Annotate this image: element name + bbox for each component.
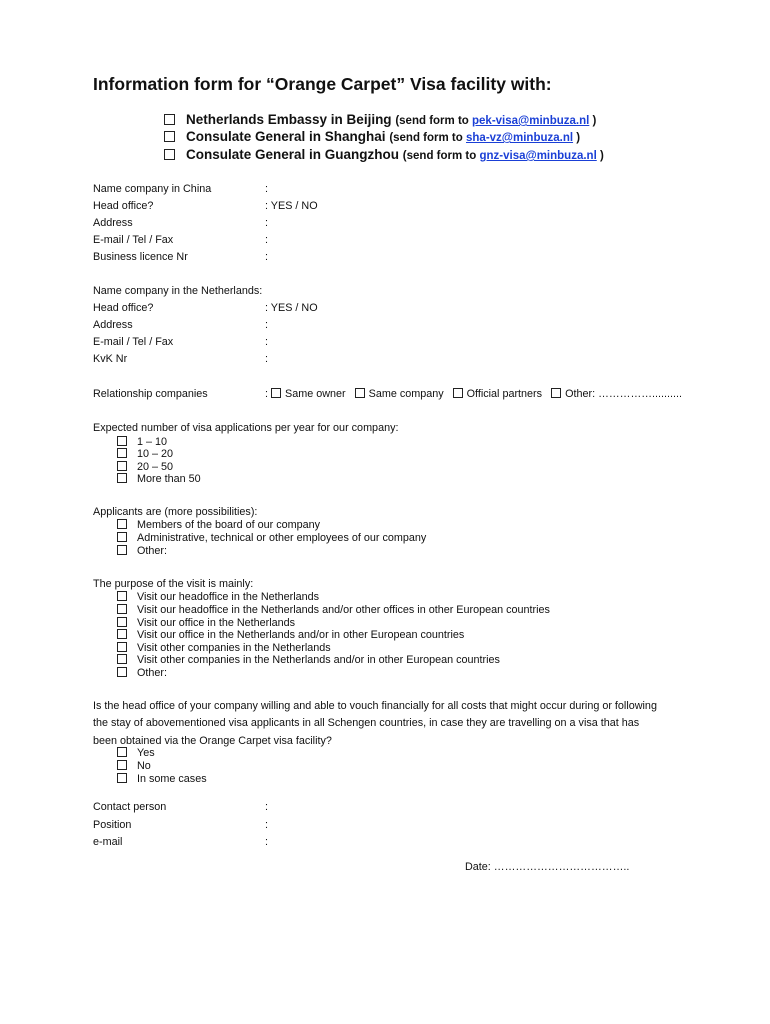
purpose-option[interactable] bbox=[117, 654, 500, 666]
destination-name: Consulate General in Shanghai bbox=[186, 129, 386, 144]
note-suffix: ) bbox=[599, 150, 604, 162]
purpose-option[interactable] bbox=[117, 629, 464, 641]
checkbox[interactable] bbox=[117, 760, 127, 770]
field-value[interactable]: : bbox=[265, 836, 268, 848]
section-heading: Name company in the Netherlands: bbox=[93, 285, 263, 297]
applicants-option[interactable] bbox=[117, 519, 320, 531]
field-value[interactable]: : bbox=[265, 336, 268, 348]
option-label: Official partners bbox=[466, 388, 543, 400]
option-label: Visit other companies in the Netherlands and/or in other European countries bbox=[137, 654, 500, 666]
field-value[interactable]: : YES / NO bbox=[265, 302, 318, 314]
field-label: Contact person bbox=[93, 801, 167, 813]
field-label: Name company in China bbox=[93, 183, 212, 195]
checkbox[interactable] bbox=[117, 591, 127, 601]
option-label: Same owner bbox=[285, 388, 346, 400]
visa-count-question: Expected number of visa applications per year for our company: bbox=[93, 422, 399, 434]
option-label: No bbox=[137, 760, 151, 772]
field-value[interactable]: : bbox=[265, 251, 268, 263]
option-label: 1 – 10 bbox=[137, 436, 168, 448]
field-label: Head office? bbox=[93, 200, 154, 212]
option-label: Other: bbox=[137, 545, 168, 557]
option-label: Visit our office in the Netherlands and/or in other European countries bbox=[137, 629, 465, 641]
note-prefix: (send form to bbox=[395, 115, 469, 127]
guarantee-option[interactable] bbox=[117, 747, 155, 759]
field-label: Business licence Nr bbox=[93, 251, 188, 263]
guarantee-option[interactable] bbox=[117, 760, 151, 772]
checkbox[interactable] bbox=[164, 114, 175, 125]
checkbox[interactable] bbox=[117, 436, 127, 446]
guarantee-line: been obtained via the Orange Carpet visa facility? bbox=[93, 735, 332, 747]
email-link[interactable]: sha-vz@minbuza.nl bbox=[466, 132, 574, 144]
field-label: Address bbox=[93, 217, 133, 229]
note-prefix: (send form to bbox=[389, 132, 463, 144]
option-official-partners[interactable] bbox=[453, 388, 542, 400]
field-value[interactable]: : bbox=[265, 234, 268, 246]
colon: : bbox=[265, 388, 268, 400]
checkbox[interactable] bbox=[117, 461, 127, 471]
destination-shanghai bbox=[164, 129, 580, 144]
option-label: 10 – 20 bbox=[137, 448, 174, 460]
field-value[interactable]: : bbox=[265, 319, 268, 331]
destination-beijing bbox=[164, 112, 596, 127]
option-label: More than 50 bbox=[137, 473, 201, 485]
purpose-option[interactable] bbox=[117, 604, 550, 616]
visa-count-option[interactable] bbox=[117, 473, 201, 485]
option-label: Visit our headoffice in the Netherlands and/or other offices in other European countries bbox=[137, 604, 550, 616]
option-label: Administrative, technical or other employees of our company bbox=[137, 532, 427, 544]
option-same-company[interactable] bbox=[355, 388, 444, 400]
checkbox[interactable] bbox=[355, 388, 365, 398]
option-label: Members of the board of our company bbox=[137, 519, 321, 531]
purpose-option[interactable] bbox=[117, 591, 319, 603]
field-value[interactable]: : bbox=[265, 819, 268, 831]
applicants-question: Applicants are (more possibilities): bbox=[93, 506, 258, 518]
option-label: Visit our headoffice in the Netherlands bbox=[137, 591, 320, 603]
note-prefix: (send form to bbox=[402, 150, 477, 162]
checkbox[interactable] bbox=[164, 131, 175, 142]
guarantee-option[interactable] bbox=[117, 773, 207, 785]
visa-count-option[interactable] bbox=[117, 436, 167, 448]
date-field[interactable]: Date: ……………………………….. bbox=[465, 861, 630, 873]
checkbox[interactable] bbox=[117, 519, 127, 529]
visa-count-option[interactable] bbox=[117, 448, 173, 460]
field-value[interactable]: : YES / NO bbox=[265, 200, 318, 212]
field-label: E-mail / Tel / Fax bbox=[93, 336, 174, 348]
checkbox[interactable] bbox=[551, 388, 561, 398]
destination-name: Consulate General in Guangzhou bbox=[186, 147, 400, 162]
field-label: Position bbox=[93, 819, 132, 831]
checkbox[interactable] bbox=[117, 473, 127, 483]
option-label: Yes bbox=[137, 747, 155, 759]
applicants-option[interactable] bbox=[117, 532, 426, 544]
purpose-option[interactable] bbox=[117, 667, 167, 679]
option-label: Same company bbox=[368, 388, 444, 400]
checkbox[interactable] bbox=[117, 654, 127, 664]
field-value[interactable]: : bbox=[265, 801, 268, 813]
field-value[interactable]: : bbox=[265, 217, 268, 229]
note-suffix: ) bbox=[592, 115, 597, 127]
destination-guangzhou bbox=[164, 147, 604, 162]
checkbox[interactable] bbox=[117, 642, 127, 652]
field-label: E-mail / Tel / Fax bbox=[93, 234, 174, 246]
checkbox[interactable] bbox=[117, 773, 127, 783]
field-value[interactable]: : bbox=[265, 183, 268, 195]
option-same-owner[interactable] bbox=[271, 388, 346, 400]
checkbox[interactable] bbox=[117, 629, 127, 639]
checkbox[interactable] bbox=[164, 149, 175, 160]
email-link[interactable]: pek-visa@minbuza.nl bbox=[472, 115, 590, 127]
email-link[interactable]: gnz-visa@minbuza.nl bbox=[479, 150, 597, 162]
checkbox[interactable] bbox=[117, 532, 127, 542]
option-other[interactable] bbox=[551, 388, 682, 400]
applicants-option[interactable] bbox=[117, 545, 167, 557]
checkbox[interactable] bbox=[117, 667, 127, 677]
checkbox[interactable] bbox=[117, 604, 127, 614]
checkbox[interactable] bbox=[117, 545, 127, 555]
guarantee-line: Is the head office of your company willing and able to vouch financially for all costs that might occur during or following bbox=[93, 700, 657, 712]
option-label: Other: …………….......... bbox=[565, 388, 683, 400]
checkbox[interactable] bbox=[117, 617, 127, 627]
checkbox[interactable] bbox=[117, 448, 127, 458]
field-label: Head office? bbox=[93, 302, 154, 314]
option-label: Visit other companies in the Netherlands bbox=[137, 642, 331, 654]
purpose-question: The purpose of the visit is mainly: bbox=[93, 578, 254, 590]
field-label: KvK Nr bbox=[93, 353, 128, 365]
purpose-option[interactable] bbox=[117, 617, 295, 629]
guarantee-line: the stay of abovementioned visa applicants in all Schengen countries, in case they are travelling on a visa that has bbox=[93, 717, 640, 729]
form-title: Information form for “Orange Carpet” Visa facility with: bbox=[93, 74, 552, 94]
visa-count-option[interactable] bbox=[117, 461, 173, 473]
destination-name: Netherlands Embassy in Beijing bbox=[186, 112, 392, 127]
checkbox[interactable] bbox=[453, 388, 463, 398]
field-label: Address bbox=[93, 319, 133, 331]
relationship-label: Relationship companies bbox=[93, 388, 208, 400]
option-label: Other: bbox=[137, 667, 168, 679]
relationship-options bbox=[265, 388, 688, 400]
option-label: In some cases bbox=[137, 773, 207, 785]
note-suffix: ) bbox=[576, 132, 581, 144]
checkbox[interactable] bbox=[117, 747, 127, 757]
purpose-option[interactable] bbox=[117, 642, 331, 654]
option-label: Visit our office in the Netherlands bbox=[137, 617, 296, 629]
option-label: 20 – 50 bbox=[137, 461, 174, 473]
checkbox[interactable] bbox=[271, 388, 281, 398]
field-value[interactable]: : bbox=[265, 353, 268, 365]
field-label: e-mail bbox=[93, 836, 123, 848]
